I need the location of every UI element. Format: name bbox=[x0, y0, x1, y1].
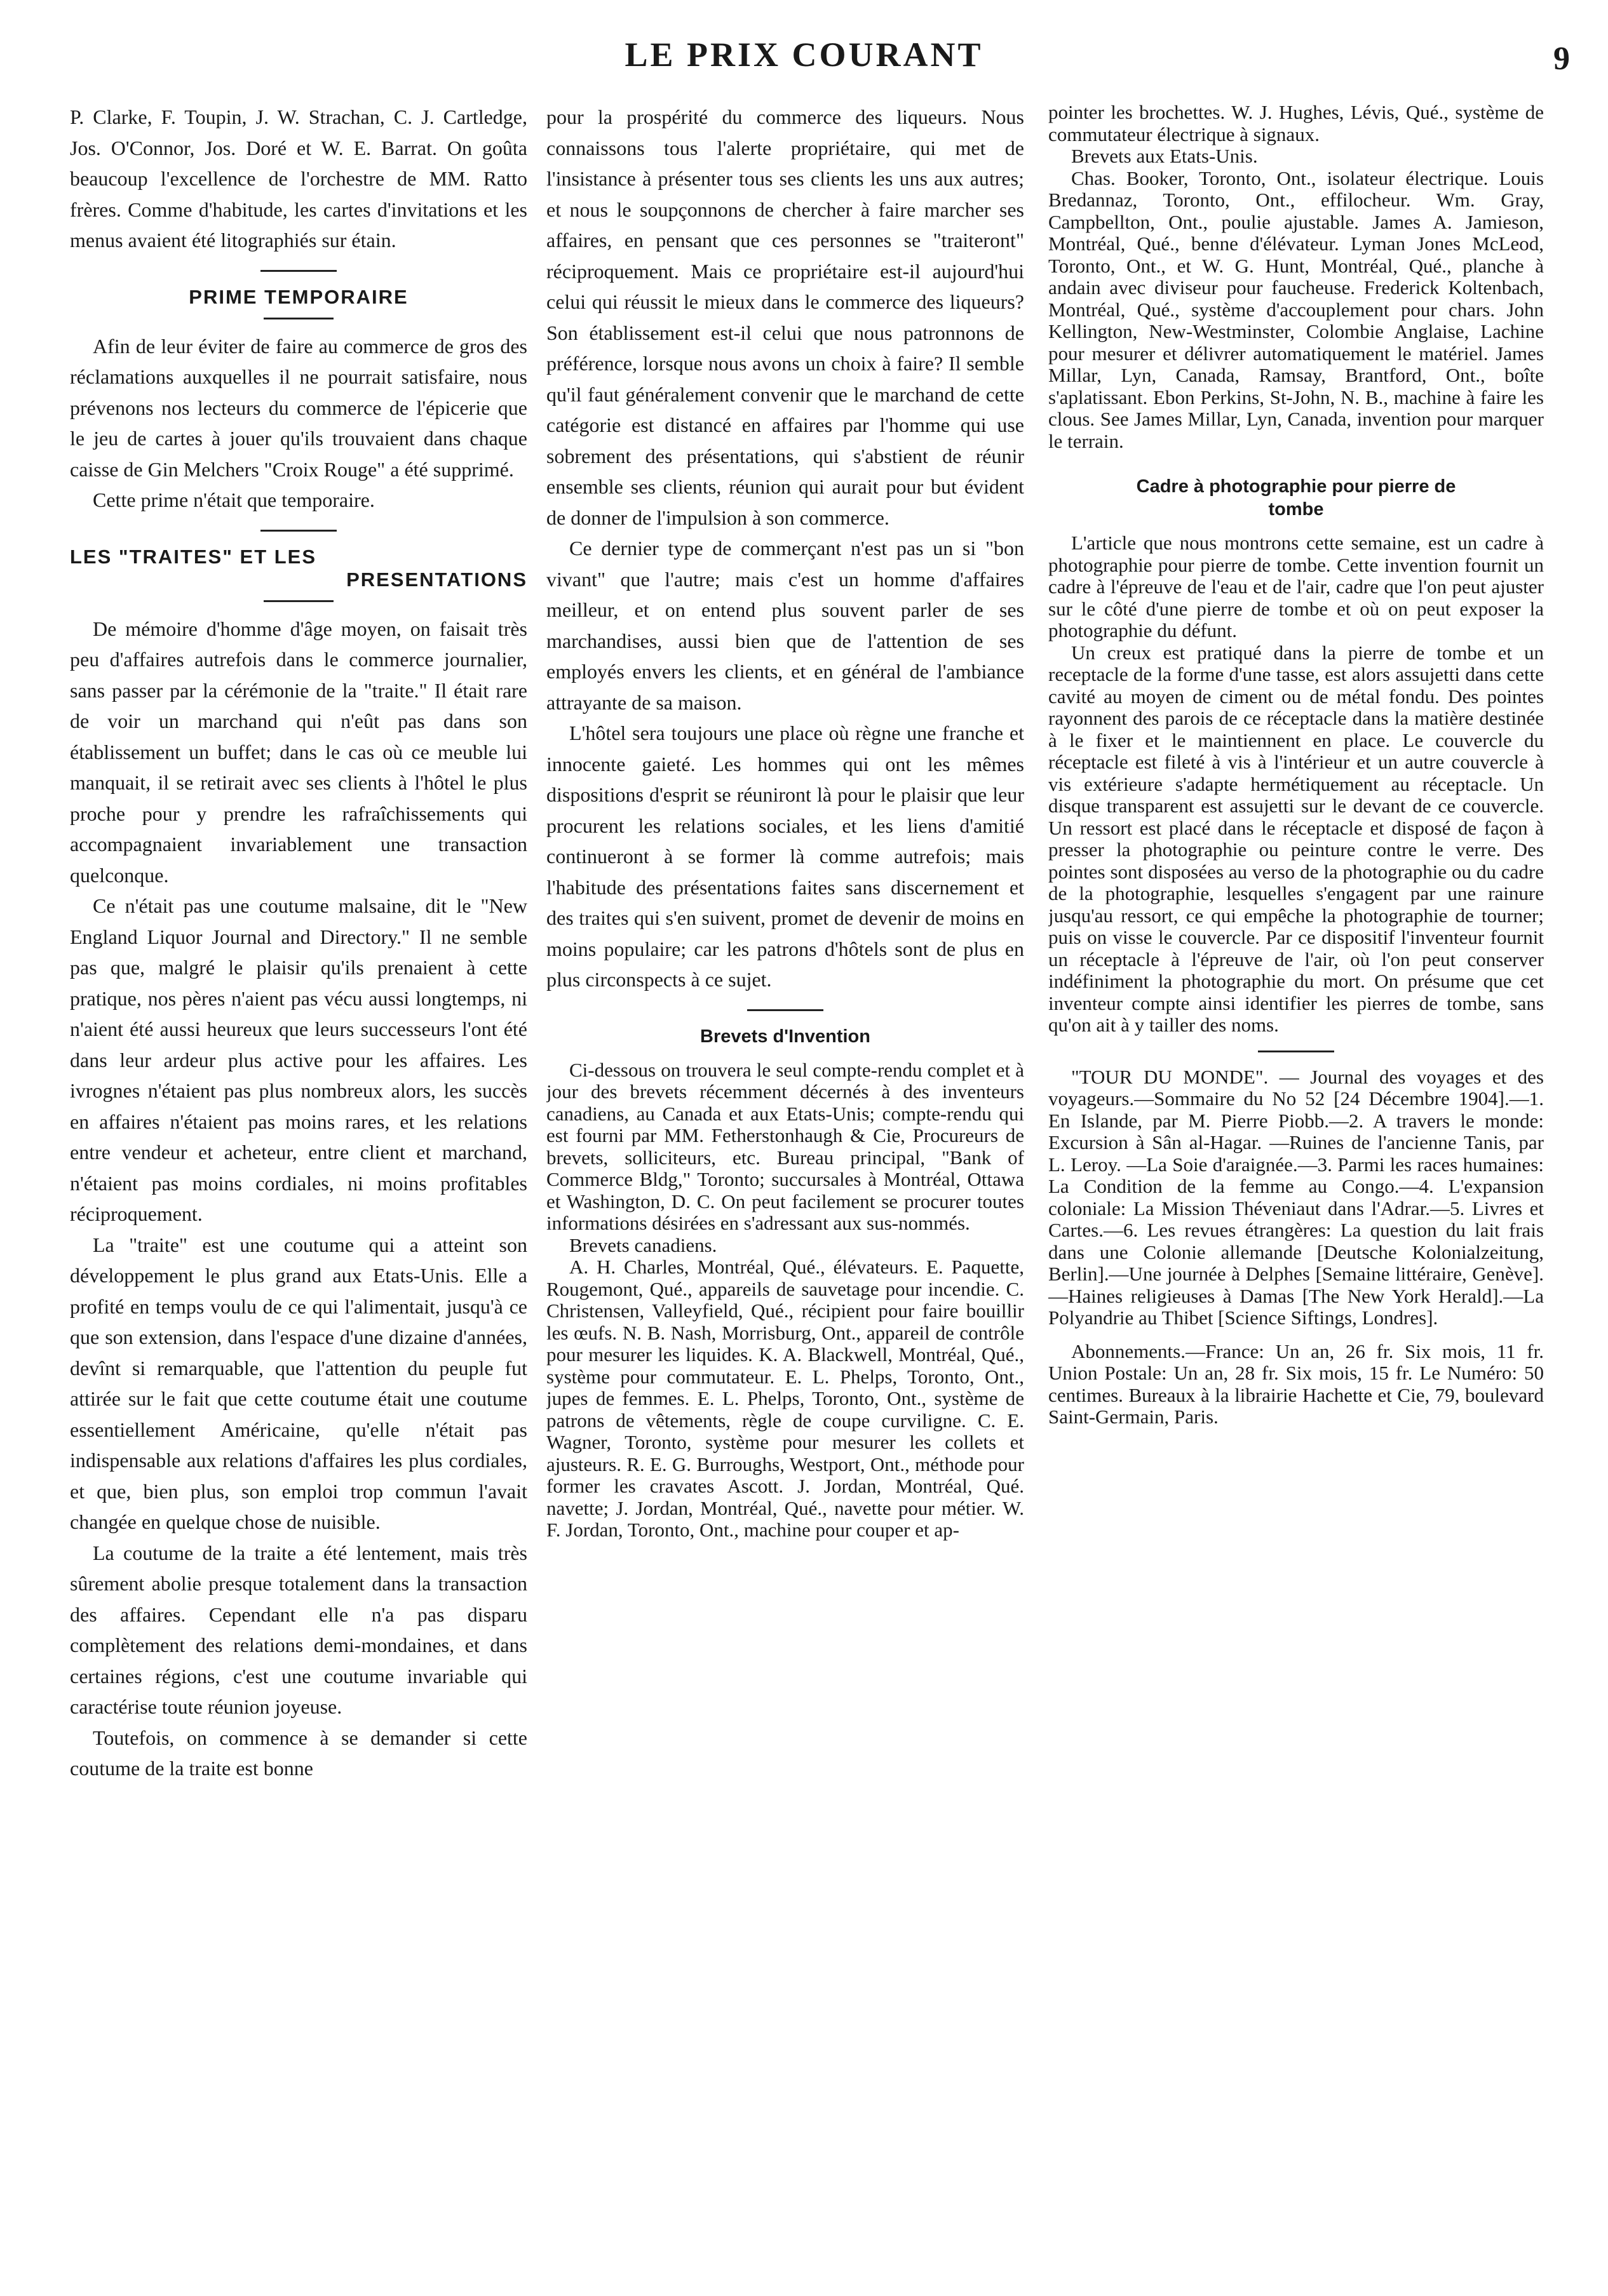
section-heading: Cadre à photographie pour pierre de bbox=[1136, 476, 1456, 497]
paragraph: pointer les brochettes. W. J. Hughes, Lévis, Qué., système de commutateur électrique à signaux. bbox=[1048, 102, 1544, 145]
divider bbox=[747, 1009, 823, 1011]
subsection-label: Brevets aux Etats-Unis. bbox=[1071, 145, 1258, 167]
paragraph: A. H. Charles, Montréal, Qué., élévateurs. E. Paquette, Rougemont, Qué., appareils de sauvetage pour incendie. C. Christensen, Valleyfield, Qué., récipient pour faire bouillir les œufs. N. B. Nash, Morrisburg, Ont., appareil de contrôle pour mesurer les liquides. K. A. Blackwell, Montréal, Qué., système pour commutateur. E. L. Phelps, Toronto, Ont., jupes de femmes. E. L. Phelps, Toronto, Ont., système de patrons de vêtements, règle de coupe curviligne. C. E. Wagner, Toronto, système pour mesurer les collets et ajusteurs. R. E. G. Burroughs, Westport, Ont., méthode pour former les cravates Ascott. J. Jordan, Montréal, Qué. navette; J. Jordan, Montréal, Qué., navette pour métier. W. F. Jordan, Toronto, Ont., machine pour couper et ap- bbox=[546, 1256, 1024, 1541]
paragraph: Afin de leur éviter de faire au commerce de gros des réclamations auxquelles il ne pourrait satisfaire, nous prévenons nos lecteurs du commerce de l'épicerie que le jeu de cartes à jouer qu'ils trouvaient dans chaque caisse de Gin Melchers "Croix Rouge" a été supprimé. bbox=[70, 334, 527, 481]
column-2 bbox=[546, 102, 1024, 2271]
section-heading: PRESENTATIONS bbox=[346, 568, 527, 591]
journal-title: LE PRIX COURANT bbox=[625, 36, 983, 74]
paragraph: "TOUR DU MONDE". — Journal des voyages et des voyageurs.—Sommaire du No 52 [24 Décembre 1904].—1. En Islande, par M. Pierre Piobb.—2. A travers le monde: Excursion à Sân al-Hagar. —Ruines de l'ancienne Tanis, par L. Leroy. —La Soie d'araignée.—3. Parmi les races humaines: La Condition de la femme au Congo.—4. L'expansion coloniale: La Mission Théveniaut dans l'Adrar.—5. Livres et Cartes.—6. Les revues étrangères: La question du lait frais dans une Colonie allemande [Deutsche Kolonialzeitung, Berlin].—Une journée à Delphes [Semaine littéraire, Genève].—Haines religieuses à Damas [The New York Herald].—La Polyandrie au Thibet [Science Siftings, Londres]. bbox=[1048, 1065, 1544, 1329]
paragraph: Toutefois, on commence à se demander si cette coutume de la traite est bonne bbox=[70, 1726, 527, 1780]
paragraph: Ce n'était pas une coutume malsaine, dit le "New England Liquor Journal and Directory." Il ne semble pas que, malgré le plaisir qu'ils prenaient à cette pratique, nos pères n'aient pas vécu aussi longtemps, ni n'aient été aussi heureux que leurs successeurs l'ont été dans leur ardeur plus active pour les affaires. Les ivrognes n'étaient pas plus nombreux alors, les succès en affaires n'étaient pas moins rares, et les relations entre vendeur et acheteur, entre client et marchand, n'étaient pas moins cordiales, ni moins profitables réciproquement. bbox=[70, 894, 527, 1225]
paragraph: De mémoire d'homme d'âge moyen, on faisait très peu d'affaires autrefois dans le commerce journalier, sans passer par la cérémonie de la "traite." Il était rare de voir un marchand qui n'eût pas dans son établissement un buffet; dans le cas où ce meuble lui manquait, il se retirait avec ses clients à l'hôtel le plus proche pour y prendre les rafraîchissements qui accompagnaient invariablement une transaction quelconque. bbox=[70, 617, 527, 887]
paragraph: La coutume de la traite a été lentement, mais très sûrement abolie presque totalement dans la transaction des affaires. Cependant elle n'a pas disparu complètement des relations demi-mondaines, et dans certaines régions, c'est une coutume invariable qui caractérise toute réunion joyeuse. bbox=[70, 1541, 527, 1718]
divider bbox=[260, 270, 337, 272]
section-heading: LES "TRAITES" ET LES bbox=[70, 545, 317, 568]
paragraph: Ce dernier type de commerçant n'est pas un si "bon vivant" que l'autre; mais c'est un homme d'affaires meilleur, et on entend plus souvent parler de ses marchandises, aussi bien que de l'attention de ses employés envers les clients, et en général de l'ambiance attrayante de sa maison. bbox=[546, 537, 1024, 714]
paragraph: Un creux est pratiqué dans la pierre de tombe et un receptacle de la forme d'une tasse, est alors assujetti dans cette cavité au moyen de ciment ou de métal fondu. Des pointes rayonnent des parois de ce réceptacle dans la matière destinée à le fixer et le maintiennent en place. Le couvercle du réceptacle est fileté à vis à l'intérieur et un autre couvercle à vis extérieure s'adapte hermétiquement au réceptacle. Un disque transparent est assujetti sur le devant de ce couvercle. Un ressort est placé dans le réceptacle et disposé de façon à presser la photographie ou peinture contre le verre. Des pointes sont disposées au verso de la photographie ou du cadre de la photographie, lesquelles s'engagent par une rainure jusqu'au ressort, ce qui empêche la photographie de tourner; puis on visse le couvercle. Par ce dispositif l'inventeur fournit un réceptacle à l'épreuve de l'air, où l'on peut conserver indéfiniment la photographie du mort. On présume que cet inventeur compte ainsi identifier les pierres de tombe, sans qu'on ait à y tailler des noms. bbox=[1048, 641, 1544, 1036]
divider bbox=[264, 318, 334, 319]
paragraph: Chas. Booker, Toronto, Ont., isolateur électrique. Louis Bredannaz, Toronto, Ont., effilocheur. Wm. Gray, Campbellton, Ont., poulie ajustable. James A. Jamieson, Montréal, Qué., benne d'élévateur. Lyman Jones McLeod, Toronto, Ont., et W. G. Hunt, Montréal, Qué., planche à andain avec diviseur pour faucheuse. Frederick Koltenbach, Montréal, Qué., système d'accouplement pour chars. John Kellington, New-Westminster, Colombie Anglaise, Lachine pour mesurer et délivrer automatiquement le matériel. James Millar, Lyn, Canada, Ramsay, Brantford, Ont., boîte s'aplatissant. Ebon Perkins, St-John, N. B., machine à faire les clous. See James Millar, Lyn, Canada, invention pour marquer le terrain. bbox=[1048, 166, 1544, 452]
page-number: 9 bbox=[1553, 41, 1570, 77]
paragraph: P. Clarke, F. Toupin, J. W. Strachan, C. J. Cartledge, Jos. O'Connor, Jos. Doré et W. E. Barrat. On goûta beaucoup l'excellence de l'orchestre de MM. Ratto frères. Comme d'habitude, les cartes d'invitations et les menus avaient été litographiés sur étain. bbox=[70, 105, 527, 252]
divider bbox=[260, 530, 337, 532]
paragraph: Ci-dessous on trouvera le seul compte-rendu complet et à jour des brevets récemment décernés à des inventeurs canadiens, au Canada et aux Etats-Unis; compte-rendu qui est fourni par MM. Fetherstonhaugh & Cie, Procureurs de brevets, solliciteurs, etc. Bureau principal, "Bank of Commerce Bldg," Toronto; succursales à Montréal, Ottawa et Washington, D. C. On peut facilement se procurer toutes informations désirées en s'adressant aux sus-nommés. bbox=[546, 1058, 1024, 1234]
divider bbox=[1258, 1051, 1334, 1052]
column-1 bbox=[70, 102, 527, 2271]
paragraph: pour la prospérité du commerce des liqueurs. Nous connaissons tous l'alerte propriétaire, qui met de l'insistance à présenter tous ses clients les uns aux autres; et nous le soupçonnons de chercher à faire marcher ses affaires, en pensant que ces personnes se "traiteront" réciproquement. Mais ce propriétaire est-il aujourd'hui celui qui réussit le mieux dans le commerce des liqueurs? Son établissement est-il celui que nous patronnons de préférence, lorsque nous avons un choix à faire? Il semble qu'il faut généralement convenir que le marchand de cette catégorie est distancé en affaires par l'homme qui use sobrement des présentations, qui s'abstient de réunir ensemble ses clients, réunion qui aurait pour but évident de donner de l'impulsion à son commerce. bbox=[546, 105, 1024, 529]
page-header bbox=[0, 35, 1608, 79]
paragraph: L'hôtel sera toujours une place où règne une franche et innocente gaieté. Les hommes qui ont les mêmes dispositions d'esprit se réuniront là pour le plaisir que leur procurent les relations sociales, et les liens d'amitié continueront à se former là comme autrefois; mais l'habitude des présentations faites sans discernement et des traites qui s'en suivent, promet de devenir de moins en moins populaire; car les patrons d'hôtels sont de plus en plus circonspects à ce sujet. bbox=[546, 722, 1024, 991]
divider bbox=[264, 600, 334, 602]
paragraph: Abonnements.—France: Un an, 26 fr. Six mois, 11 fr. Union Postale: Un an, 28 fr. Six mois, 15 fr. Le Numéro: 50 centimes. Bureaux à la librairie Hachette et Cie, 79, boulevard Saint-Germain, Paris. bbox=[1048, 1339, 1544, 1428]
paragraph: Cette prime n'était que temporaire. bbox=[93, 488, 375, 511]
section-heading: PRIME TEMPORAIRE bbox=[189, 285, 409, 308]
column-3 bbox=[1048, 102, 1544, 2271]
section-heading: tombe bbox=[1268, 499, 1324, 520]
paragraph: L'article que nous montrons cette semaine, est un cadre à photographie pour pierre de tombe. Cette invention fournit un cadre à l'épreuve de l'eau et de l'air, cadre que l'on peut ajuster sur le côté d'une pierre de tombe et où on peut exposer la photographie du défunt. bbox=[1048, 532, 1544, 641]
paragraph: La "traite" est une coutume qui a atteint son développement le plus grand aux Etats-Unis. Elle a profité en temps voulu de ce qui l'alimentait, jusqu'à ce que son extension, dans l'espace d'une dizaine d'années, devînt si remarquable, que l'attention du peuple fut attirée sur le fait que cette coutume était une coutume essentiellement Américaine, qu'elle n'était pas indispensable aux relations d'affaires les plus cordiales, et que, bien plus, son emploi trop commun l'avait changée en quelque chose de nuisible. bbox=[70, 1233, 527, 1533]
subsection-label: Brevets canadiens. bbox=[569, 1233, 717, 1256]
section-heading: Brevets d'Invention bbox=[700, 1026, 870, 1047]
